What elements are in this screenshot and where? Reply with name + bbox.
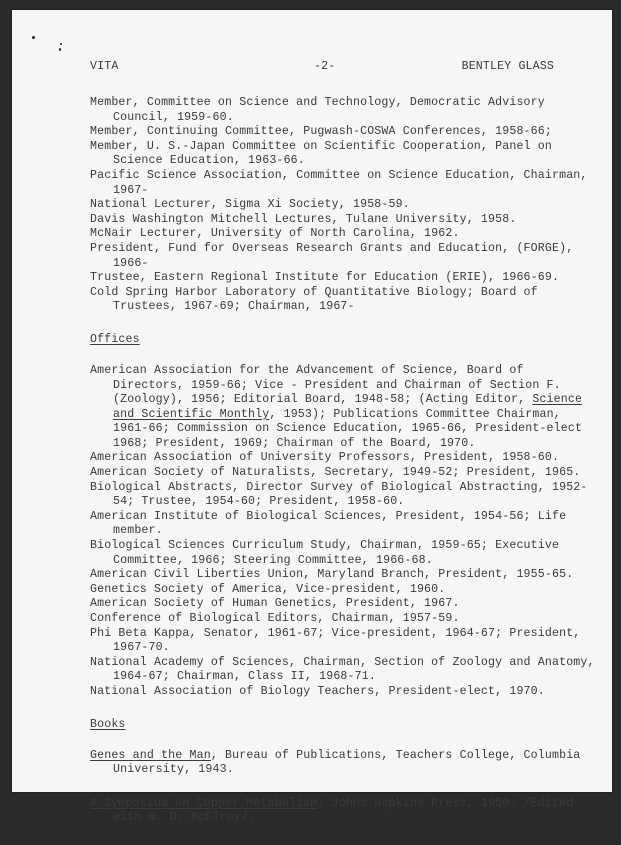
book-entry (90, 797, 600, 826)
books-list (90, 749, 600, 826)
document-page (12, 10, 612, 825)
header-vita: VITA (90, 60, 119, 73)
membership-entry: Trustee, Eastern Regional Institute for Education (ERIE), 1966-69. (90, 271, 560, 285)
office-entry: American Civil Liberties Union, Maryland Branch, President, 1955-65. (90, 568, 574, 582)
office-entry: Biological Sciences Curriculum Study, Chairman, 1959-65; Executive Committee, 1966; Steering Committee, 1966-68. (90, 539, 560, 567)
page-header (90, 60, 554, 76)
membership-entry: Member, Continuing Committee, Pugwash-COSWA Conferences, 1958-66; (90, 125, 552, 139)
book-publication-details: , Bureau of Publications, Teachers College, Columbia University, 1943. (113, 748, 581, 777)
office-entry: American Society of Human Genetics, President, 1967. (90, 597, 460, 611)
book-entry (90, 749, 600, 778)
header-author-name: BENTLEY GLASS (461, 60, 554, 73)
office-aaas-text-continued: , 1953); Publications Committee Chairman, 1961-66; Commission on Science Education, 1965-66, President-elect 1968; President, 1969; Chairman of the Board, 1970. (113, 407, 583, 450)
office-entry: American Institute of Biological Sciences, President, 1954-56; Life member. (90, 509, 567, 538)
ink-speck-mark (59, 48, 61, 51)
office-entry: American Society of Naturalists, Secretary, 1949-52; President, 1965. (90, 466, 581, 480)
membership-entry: Member, Committee on Science and Technology, Democratic Advisory Council, 1959-60. (90, 96, 545, 124)
page-number: -2- (314, 60, 336, 73)
office-entry: American Association of University Professors, President, 1958-60. (90, 451, 560, 465)
book-title: Genes and the Man (90, 748, 211, 762)
office-aaas-text: American Association for the Advancement of Science, Board of Directors, 1959-66; Vice - President and Chairman of Section F. (Zoology), 1956; Editorial Board, 1948-58; (Acting Editor, (90, 363, 561, 407)
office-entry: National Association of Biology Teachers, President-elect, 1970. (90, 684, 545, 698)
document-body (90, 96, 600, 845)
book-title: A Symposium on Copper Metabolism (90, 796, 318, 810)
ink-speck-mark (60, 43, 62, 45)
ink-speck-mark (32, 36, 35, 39)
office-entry-aaas (90, 364, 600, 452)
membership-entry: McNair Lecturer, University of North Carolina, 1962. (90, 227, 460, 241)
offices-heading: Offices (90, 332, 140, 346)
journal-title: Science and Scientific Monthly (113, 393, 583, 421)
memberships-list (90, 96, 600, 315)
membership-entry: Pacific Science Association, Committee on Science Education, Chairman, 1967- (90, 168, 588, 197)
membership-entry: Davis Washington Mitchell Lectures, Tulane University, 1958. (90, 212, 517, 226)
membership-entry: National Lecturer, Sigma Xi Society, 1958-59. (90, 198, 410, 212)
membership-entry: President, Fund for Overseas Research Grants and Education, (FORGE), 1966- (90, 241, 574, 270)
books-heading: Books (90, 717, 126, 731)
office-entry: Biological Abstracts, Director Survey of Biological Abstracting, 1952-54; Trustee, 1954-60; President, 1958-60. (90, 480, 588, 509)
office-entry: Conference of Biological Editors, Chairman, 1957-59. (90, 612, 460, 625)
book-publication-details: , Johns Hopkins Press, 1950. /Edited with W. D. McElroy/. (113, 796, 574, 825)
office-entry: Genetics Society of America, Vice-president, 1960. (90, 582, 446, 596)
membership-entry: Cold Spring Harbor Laboratory of Quantitative Biology; Board of Trustees, 1967-69; Chairman, 1967- (90, 285, 538, 314)
office-entry: National Academy of Sciences, Chairman, Section of Zoology and Anatomy, 1964-67; Chairman, Class II, 1968-71. (90, 655, 595, 684)
office-entry: Phi Beta Kappa, Senator, 1961-67; Vice-president, 1964-67; President, 1967-70. (90, 626, 581, 655)
offices-list (90, 364, 600, 700)
membership-entry: Member, U. S.-Japan Committee on Scientific Cooperation, Panel on Science Education, 1963-66. (90, 139, 552, 168)
